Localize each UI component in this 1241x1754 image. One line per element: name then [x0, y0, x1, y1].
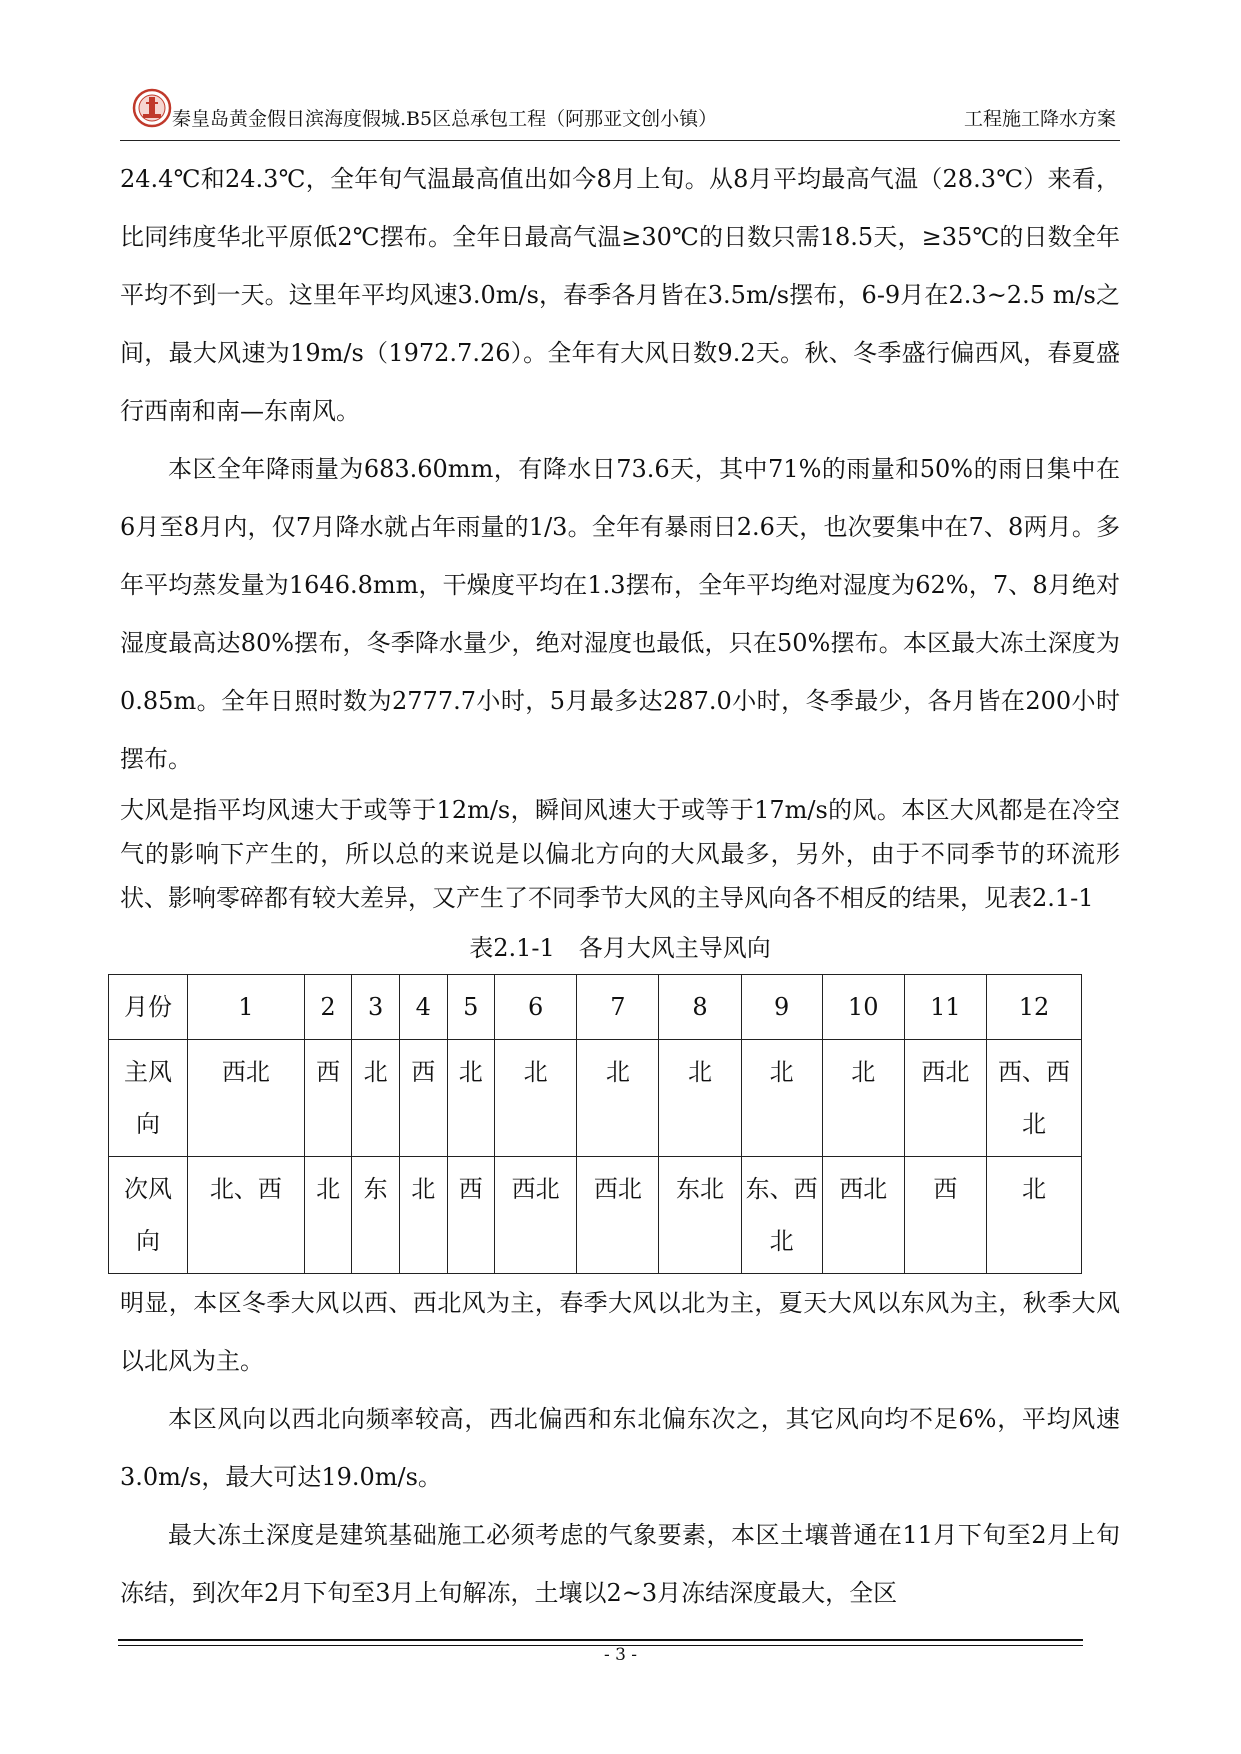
table-cell: 北	[304, 1157, 352, 1274]
table-month-cell: 10	[822, 975, 904, 1040]
table-cell: 西北	[904, 1040, 986, 1157]
table-row-main-wind	[109, 1040, 1082, 1157]
table-header-label: 月份	[109, 975, 188, 1040]
paragraph-frozen-soil: 最大冻土深度是建筑基础施工必须考虑的气象要素，本区土壤普通在11月下旬至2月上旬冻结，到次年2月下旬至3月上旬解冻，土壤以2~3月冻结深度最大，全区	[120, 1521, 1120, 1607]
table-row-label: 次风向	[109, 1157, 188, 1274]
footer-rule-thick	[118, 1639, 1083, 1641]
document-body	[120, 150, 1120, 1622]
company-logo-icon	[132, 88, 172, 128]
table-cell: 北	[741, 1040, 822, 1157]
table-month-cell: 2	[304, 975, 352, 1040]
table-month-cell: 3	[352, 975, 400, 1040]
header-rule	[120, 140, 1120, 141]
table-month-cell: 5	[447, 975, 495, 1040]
table-header-row	[109, 975, 1082, 1040]
table-cell: 西	[304, 1040, 352, 1157]
paragraph-strong-wind: 大风是指平均风速大于或等于12m/s，瞬间风速大于或等于17m/s的风。本区大风都是在冷空气的影响下产生的，所以总的来说是以偏北方向的大风最多，另外，由于不同季节的环流形状、影响零碎都有较大差异，又产生了不同季节大风的主导风向各不相反的结果，见表2.1-1	[120, 796, 1120, 912]
table-row-label: 主风向	[109, 1040, 188, 1157]
table-cell: 北	[987, 1157, 1082, 1274]
table-month-cell: 9	[741, 975, 822, 1040]
page-header	[120, 88, 1120, 144]
table-cell: 北	[447, 1040, 495, 1157]
table-cell: 北、西	[188, 1157, 305, 1274]
paragraph-wind-summary: 明显，本区冬季大风以西、西北风为主，春季大风以北为主，夏天大风以东风为主，秋季大风以北风为主。	[120, 1289, 1120, 1375]
table-cell: 北	[495, 1040, 577, 1157]
header-section-title: 工程施工降水方案	[963, 108, 1116, 130]
paragraph-rainfall: 本区全年降雨量为683.60mm，有降水日73.6天，其中71%的雨量和50%的雨日集中在6月至8月内，仅7月降水就占年雨量的1/3。全年有暴雨日2.6天，也次要集中在7、8两月。多年平均蒸发量为1646.8mm，干燥度平均在1.3摆布，全年平均绝对湿度为62%，7、8月绝对湿度最高达80%摆布，冬季降水量少，绝对湿度也最低，只在50%摆布。本区最大冻土深度为0.85m。全年日照时数为2777.7小时，5月最多达287.0小时，冬季最少，各月皆在200小时摆布。	[120, 455, 1120, 773]
table-month-cell: 7	[577, 975, 659, 1040]
table-cell: 西、西北	[987, 1040, 1082, 1157]
table-cell: 东	[352, 1157, 400, 1274]
table-month-cell: 1	[188, 975, 305, 1040]
table-cell: 西	[904, 1157, 986, 1274]
table-cell: 西北	[495, 1157, 577, 1274]
paragraph-climate-temperature: 24.4℃和24.3℃，全年旬气温最高值出如今8月上旬。从8月平均最高气温（28.3℃）来看，比同纬度华北平原低2℃摆布。全年日最高气温≥30℃的日数只需18.5天，≥35℃的日数全年平均不到一天。这里年平均风速3.0m/s，春季各月皆在3.5m/s摆布，6-9月在2.3~2.5 m/s之间，最大风速为19m/s（1972.7.26）。全年有大风日数9.2天。秋、冬季盛行偏西风，春夏盛行西南和南—东南风。	[120, 165, 1120, 425]
table-month-cell: 11	[904, 975, 986, 1040]
paragraph-wind-frequency: 本区风向以西北向频率较高，西北偏西和东北偏东次之，其它风向均不足6%，平均风速3.0m/s，最大可达19.0m/s。	[120, 1405, 1120, 1491]
table-cell: 北	[659, 1040, 741, 1157]
table-cell: 东北	[659, 1157, 741, 1274]
table-cell: 北	[577, 1040, 659, 1157]
table-cell: 北	[352, 1040, 400, 1157]
wind-direction-table	[108, 974, 1082, 1274]
table-cell: 西北	[188, 1040, 305, 1157]
table-cell: 西北	[822, 1157, 904, 1274]
table-month-cell: 6	[495, 975, 577, 1040]
table-month-cell: 12	[987, 975, 1082, 1040]
table-month-cell: 4	[399, 975, 447, 1040]
table-cell: 北	[399, 1157, 447, 1274]
table-cell: 北	[822, 1040, 904, 1157]
table-row-secondary-wind	[109, 1157, 1082, 1274]
table-cell: 东、西北	[741, 1157, 822, 1274]
table-caption: 表2.1-1 各月大风主导风向	[469, 934, 771, 962]
table-month-cell: 8	[659, 975, 741, 1040]
page-number: - 3 -	[603, 1645, 638, 1665]
table-cell: 西	[447, 1157, 495, 1274]
header-project-title: 秦皇岛黄金假日滨海度假城.B5区总承包工程（阿那亚文创小镇）	[172, 108, 718, 130]
table-cell: 西北	[577, 1157, 659, 1274]
table-cell: 西	[399, 1040, 447, 1157]
